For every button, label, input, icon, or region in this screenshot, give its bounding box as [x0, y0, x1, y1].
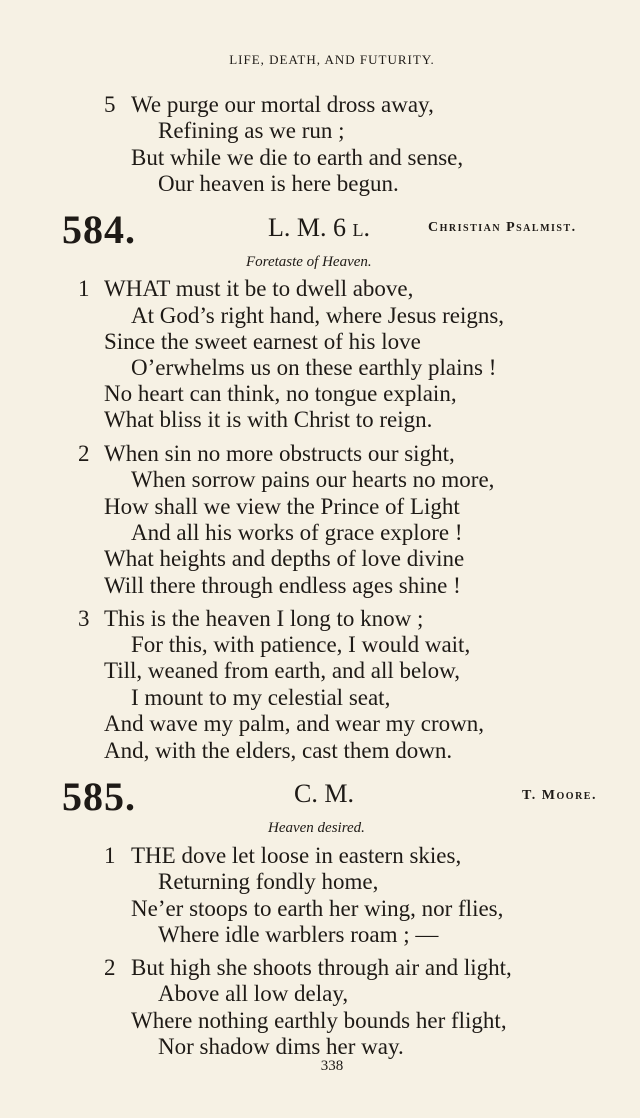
- verse-line: Where idle warblers roam ; —: [158, 922, 439, 947]
- verse-line: No heart can think, no tongue explain,: [104, 381, 457, 406]
- verse-line: THE dove let loose in eastern skies,: [131, 843, 462, 868]
- stanza-number: 5: [104, 92, 116, 117]
- verse-line: And wave my palm, and wear my crown,: [104, 711, 485, 736]
- verse-line: O’erwhelms us on these earthly plains !: [131, 355, 497, 380]
- verse-line: Returning fondly home,: [158, 869, 379, 894]
- hymn-author: Christian Psalmist.: [428, 220, 577, 235]
- verse-line: I mount to my celestial seat,: [131, 685, 391, 710]
- stanza-number: 3: [78, 606, 90, 631]
- hymn-meter: L. M. 6 l.: [268, 213, 370, 242]
- page-number: 338: [320, 1058, 344, 1074]
- hymn-author: T. Moore.: [522, 788, 597, 803]
- verse-line: At God’s right hand, where Jesus reigns,: [131, 303, 505, 328]
- verse-line: Where nothing earthly bounds her flight,: [131, 1008, 507, 1033]
- verse-line: And all his works of grace explore !: [131, 520, 463, 545]
- hymn-meter: C. M.: [294, 779, 354, 808]
- hymn-number: 585.: [62, 774, 136, 819]
- verse-line: Will there through endless ages shine !: [104, 573, 461, 598]
- verse-line: WHAT must it be to dwell above,: [104, 276, 414, 301]
- verse-line: Till, weaned from earth, and all below,: [104, 658, 460, 683]
- stanza-number: 1: [78, 276, 90, 301]
- verse-line: When sorrow pains our hearts no more,: [131, 467, 495, 492]
- stanza-number: 2: [78, 441, 90, 466]
- verse-line: We purge our mortal dross away,: [131, 92, 434, 117]
- verse-line: For this, with patience, I would wait,: [131, 632, 471, 657]
- verse-line: Nor shadow dims her way.: [158, 1034, 404, 1059]
- running-head: LIFE, DEATH, AND FUTURITY.: [229, 52, 435, 67]
- verse-line: Refining as we run ;: [158, 118, 345, 143]
- verse-line: How shall we view the Prince of Light: [104, 494, 460, 519]
- stanza-number: 1: [104, 843, 116, 868]
- hymn-number: 584.: [62, 207, 136, 252]
- verse-line: Ne’er stoops to earth her wing, nor flies,: [131, 896, 504, 921]
- verse-line: But high she shoots through air and light,: [131, 955, 512, 980]
- verse-line: What bliss it is with Christ to reign.: [104, 407, 433, 432]
- verse-line: Our heaven is here begun.: [158, 171, 399, 196]
- verse-line: This is the heaven I long to know ;: [104, 606, 424, 631]
- verse-line: But while we die to earth and sense,: [131, 145, 464, 170]
- verse-line: What heights and depths of love divine: [104, 546, 465, 571]
- stanza-number: 2: [104, 955, 116, 980]
- verse-line: Above all low delay,: [158, 981, 349, 1006]
- hymn-title: Foretaste of Heaven.: [246, 254, 372, 270]
- hymn-title: Heaven desired.: [268, 820, 365, 836]
- verse-line: And, with the elders, cast them down.: [104, 738, 453, 763]
- verse-line: Since the sweet earnest of his love: [104, 329, 421, 354]
- verse-line: When sin no more obstructs our sight,: [104, 441, 455, 466]
